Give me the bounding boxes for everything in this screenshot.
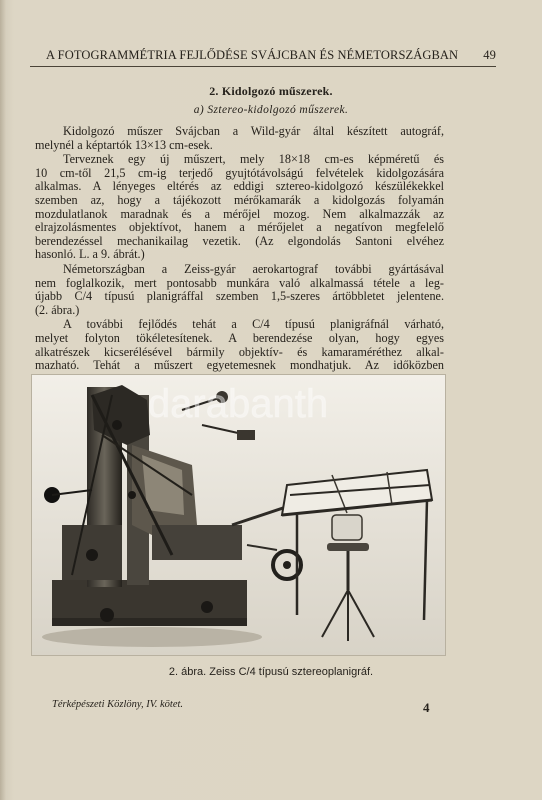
text-line: (2. ábra.) — [35, 302, 80, 317]
text-line: alkalmas. A lényeges eltérés az eddigi sztereo-kidolgozó készülékekkel — [35, 179, 444, 194]
page-number: 49 — [483, 48, 496, 62]
text-line: újabb C/4 típusú planigráffal szemben 1,5-szeres ártöbbletet jelentene. — [35, 289, 444, 304]
text-line: hasonló. L. a 9. ábrát.) — [35, 247, 145, 262]
paragraph — [35, 153, 444, 262]
body-text — [35, 125, 444, 374]
text-line: mazható. Tehát a műszert egyetemesnek mondhatjuk. Az időközben — [35, 358, 444, 373]
text-line: berendezéssel mechanikailag vezetik. (Az elgondolás Santoni elvéhez — [35, 233, 444, 248]
stereoplanigraph-photo — [32, 375, 445, 655]
text-line: nem foglalkozik, mert pontosabb munkára való alkalmassá tétele a leg- — [35, 275, 444, 290]
text-line: melyet folyton tökéletesítenek. A berendezése olyan, hogy egyes — [35, 330, 444, 345]
sheet-number: 4 — [423, 700, 430, 715]
figure-photo — [31, 374, 446, 656]
text-line: A további fejlődés tehát a C/4 típusú planigráfnál várható, — [63, 317, 444, 332]
text-line: Kidolgozó műszer Svájcban a Wild-gyár által készített autográf, — [63, 124, 444, 138]
paragraph — [35, 318, 444, 372]
paragraph — [35, 263, 444, 317]
paragraph — [35, 125, 444, 152]
watermark: darabanth — [147, 382, 329, 426]
text-line: szemben az, hogy a tájékozott mérőkamarák a kidolgozás folyamán — [35, 192, 444, 207]
text-line: mozdulatlanok maradnak és a mérőjel mozog. Nem alkalmazzák az — [35, 206, 444, 221]
running-header-title: A FOTOGRAMMÉTRIA FEJLŐDÉSE SVÁJCBAN ÉS NÉMETORSZÁGBAN — [46, 48, 459, 62]
text-line: 10 cm-től 21,5 cm-ig terjedő gyujtótávolságú felvételek kidolgozására — [35, 165, 444, 180]
figure-caption: 2. ábra. Zeiss C/4 típusú sztereoplanigráf. — [168, 666, 374, 678]
text-line: Terveznek egy új műszert, mely 18×18 cm-es képméretű és — [63, 152, 444, 167]
journal-footer: Térképészeti Közlöny, IV. kötet. — [52, 699, 184, 710]
text-line: alkatrészek kicserélésével bármily objektív- és kamaraméréthez alkal- — [35, 344, 444, 359]
text-line: melynél a képtartók 13×13 cm-esek. — [35, 137, 213, 152]
header-rule — [30, 66, 496, 67]
text-line: elrajzolásmentes objektívot, hanem a mérőjelet a negatívon megfelelő — [35, 220, 444, 235]
text-line: Németországban a Zeiss-gyár aerokartograf további gyártásával — [63, 261, 444, 276]
section-title: 2. Kidolgozó műszerek. — [209, 84, 333, 98]
subsection-title: a) Sztereo-kidolgozó műszerek. — [193, 104, 349, 116]
